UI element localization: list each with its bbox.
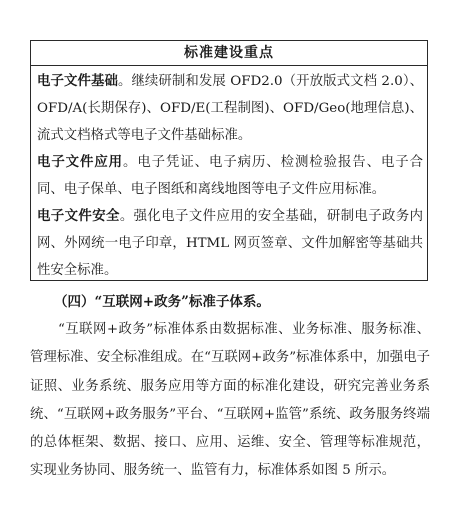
box-body — [31, 66, 427, 284]
section-key: 电子文件安全 — [37, 208, 120, 224]
section-electronic-file-basics — [37, 68, 423, 149]
section-text: 。电子凭证、电子病历、检测检验报告、电子合同、电子保单、电子图纸和离线地图等电子文件应用标准。 — [37, 155, 424, 197]
section-electronic-file-application — [37, 149, 423, 203]
section-key: 电子文件基础 — [37, 73, 118, 89]
box-title: 标准建设重点 — [31, 41, 427, 66]
section-heading: （四）“互联网+政务”标准子体系。 — [54, 294, 270, 310]
section-electronic-file-security — [37, 203, 423, 284]
standards-focus-box — [30, 40, 428, 281]
section-key: 电子文件应用 — [37, 154, 123, 170]
section-text: 。强化电子文件应用的安全基础，研制电子政务内网、外网统一电子印章，HTML 网页签章、文件加解密等基础共性安全标准。 — [37, 209, 424, 278]
body-paragraph: “互联网+政务”标准体系由数据标准、业务标准、服务标准、管理标准、安全标准组成。在“互联网+政务”标准体系中，加强电子证照、业务系统、服务应用等方面的标准化建设，研究完善业务系统、“互联网+政务服务”平台、“互联网+监管”系统、政务服务终端的总体框架、数据、接口、应用、运维、安全、管理等标准规范，实现业务协同、服务统一、监管有力，标准体系如图 5 所示。 — [30, 322, 430, 479]
section-text: 。继续研制和发展 OFD2.0（开放版式文档 2.0）、OFD/A(长期保存)、OFD/E(工程制图)、OFD/Geo(地理信息)、流式文档格式等电子文件基础标准。 — [37, 74, 423, 143]
